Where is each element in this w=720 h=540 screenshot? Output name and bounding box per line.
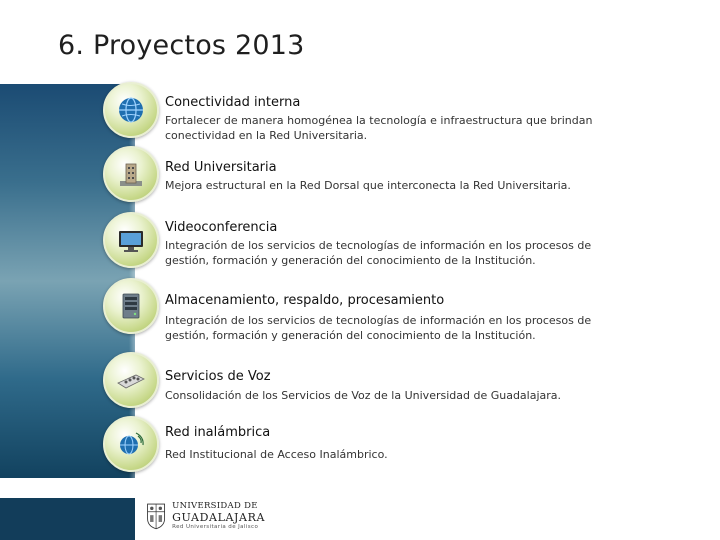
item-description: Red Institucional de Acceso Inalámbrico. — [165, 448, 388, 461]
logo-text-line2: GUADALAJARA — [172, 510, 265, 524]
item-title: Red Universitaria — [165, 160, 277, 175]
item-description: Integración de los servicios de tecnologías de información en los procesos de gestión, formación y generación del conocimiento de la Institución. — [165, 239, 592, 267]
wireless-globe-icon — [103, 416, 159, 472]
phone-switch-icon — [103, 352, 159, 408]
item-description: Mejora estructural en la Red Dorsal que interconecta la Red Universitaria. — [165, 179, 571, 192]
globe-icon — [103, 82, 159, 138]
item-title: Servicios de Voz — [165, 369, 271, 384]
item-description: Fortalecer de manera homogénea la tecnología e infraestructura que brindan conectividad en la Red Universitaria. — [165, 114, 593, 142]
item-title: Almacenamiento, respaldo, procesamiento — [165, 293, 445, 308]
university-logo — [145, 497, 265, 535]
logo-text-line1: UNIVERSIDAD DE — [172, 501, 258, 511]
item-title: Conectividad interna — [165, 95, 301, 110]
monitor-icon — [103, 212, 159, 268]
item-description: Integración de los servicios de tecnologías de información en los procesos de gestión, formación y generación del conocimiento de la Institución. — [165, 314, 592, 342]
logo-text-line3: Red Universitaria de Jalisco — [172, 523, 259, 530]
item-title: Videoconferencia — [165, 220, 278, 235]
building-icon — [103, 146, 159, 202]
slide-title: 6. Proyectos 2013 — [58, 30, 305, 61]
crest-icon — [145, 499, 167, 533]
item-description: Consolidación de los Servicios de Voz de la Universidad de Guadalajara. — [165, 389, 562, 402]
server-icon — [103, 278, 159, 334]
item-title: Red inalámbrica — [165, 425, 271, 440]
